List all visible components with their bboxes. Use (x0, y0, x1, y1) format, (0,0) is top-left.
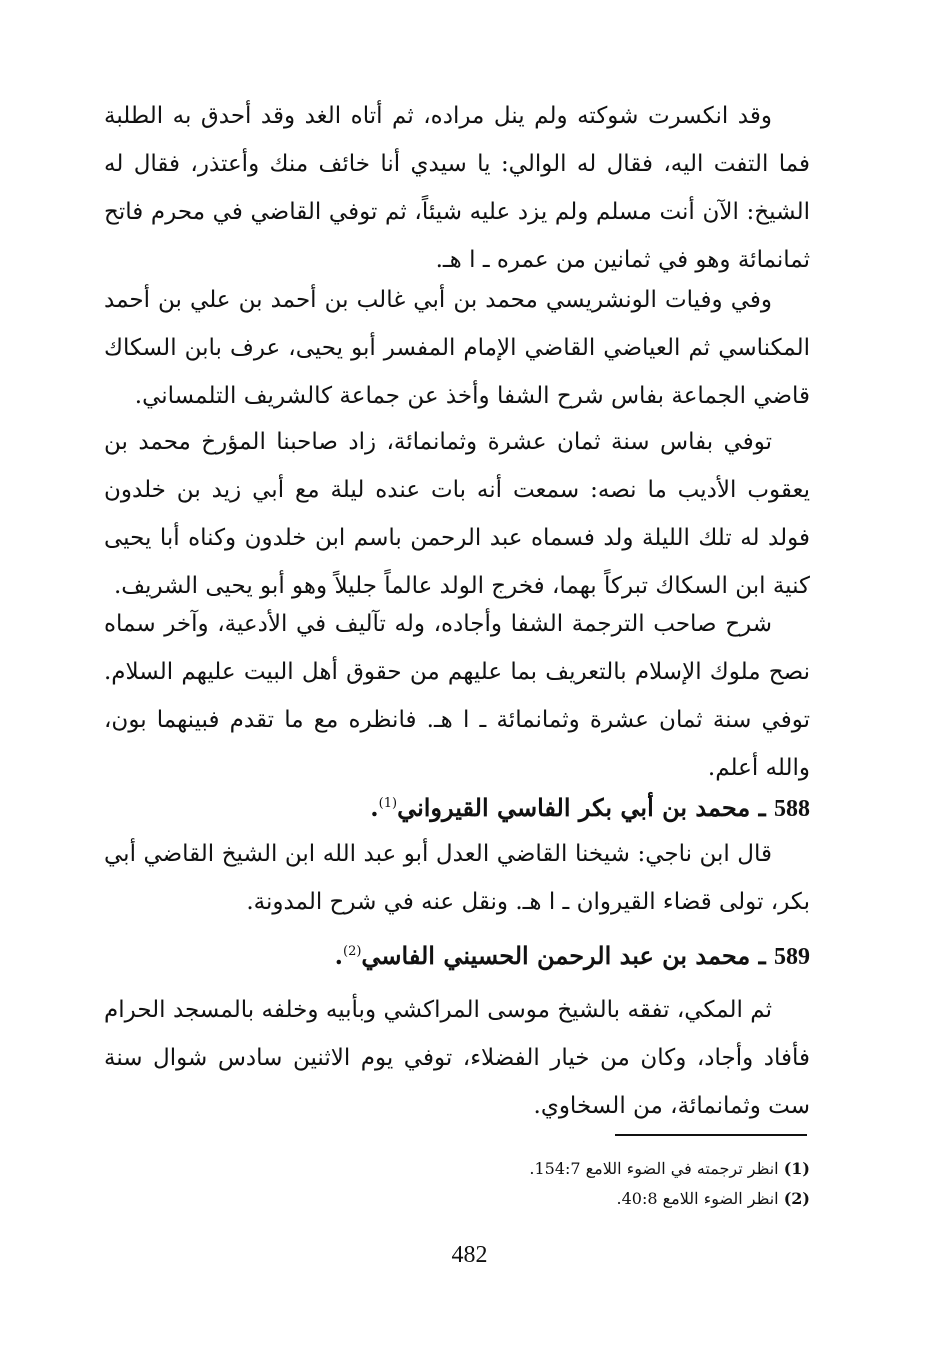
paragraph-text: شرح صاحب الترجمة الشفا وأجاده، وله تآليف في الأدعية، وآخر سماه نصح ملوك الإسلام بالتعريف بما عليهم من حقوق أهل البيت عليهم السلام. توفي سنة ثمان عشرة وثمانمائة ـ ا هـ. فانظره مع ما تقدم فبينهما بون، والله أعلم. (104, 611, 810, 781)
paragraph-text: وفي وفيات الونشريسي محمد بن أبي غالب بن أحمد بن علي بن أحمد المكناسي ثم العياضي القاضي الإمام المفسر أبو يحيى، عرف بابن السكاك قاضي الجماعة بفاس شرح الشفا وأخذ عن جماعة كالشريف التلمساني. (104, 287, 810, 409)
footnote-2 (104, 1184, 810, 1214)
paragraph-text: توفي بفاس سنة ثمان عشرة وثمانمائة، زاد صاحبنا المؤرخ محمد بن يعقوب الأديب ما نصه: سمعت أنه بات عنده ليلة مع أبي زيد بن خلدون فولد له تلك الليلة ولد فسماه عبد الرحمن باسم ابن خلدون وكناه أبا يحيى كنية ابن السكاك تبركاً بهما، فخرج الولد عالماً جليلاً وهو أبو يحيى الشريف. (104, 429, 810, 599)
page-number: 482 (451, 1242, 488, 1268)
footnote-number: (2) (783, 1189, 810, 1208)
paragraph-2 (104, 276, 810, 420)
paragraph-text: وقد انكسرت شوكته ولم ينل مراده، ثم أتاه الغد وقد أحدق به الطلبة فما التفت اليه، فقال له الوالي: يا سيدي أنا خائف منك وأعتذر، فقال له الشيخ: الآن أنت مسلم ولم يزد عليه شيئاً، ثم توفي القاضي في محرم فاتح ثمانمائة وهو في ثمانين من عمره ـ ا هـ. (104, 103, 810, 273)
entry-title: محمد بن أبي بكر الفاسي القيرواني (397, 793, 751, 822)
footnote-ref: (2) (342, 944, 362, 959)
paragraph-4 (104, 600, 810, 792)
footnote-number: (1) (783, 1159, 810, 1178)
entry-number: 588 (774, 796, 810, 822)
paragraph-5 (104, 830, 810, 926)
entry-heading-589 (104, 928, 810, 981)
entry-title: محمد بن عبد الرحمن الحسيني الفاسي (361, 941, 751, 970)
entry-number: 589 (774, 944, 810, 970)
footnote-text: انظر الضوء اللامع 40:8. (616, 1189, 779, 1208)
footnote-1 (104, 1154, 810, 1184)
paragraph-text: ثم المكي، تفقه بالشيخ موسى المراكشي وبأبيه وخلفه بالمسجد الحرام فأفاد وأجاد، وكان من خيار الفضلاء، توفي يوم الاثنين سادس شوال سنة ست وثمانمائة، من السخاوي. (104, 997, 810, 1119)
entry-end: . (334, 941, 343, 970)
footnote-text: انظر ترجمته في الضوء اللامع 154:7. (529, 1159, 779, 1178)
paragraph-1 (104, 92, 810, 284)
footnotes (104, 1154, 810, 1214)
paragraph-6 (104, 986, 810, 1130)
footnote-divider (615, 1134, 807, 1136)
entry-dash: ـ (758, 941, 766, 970)
paragraph-3 (104, 418, 810, 610)
entry-dash: ـ (758, 793, 766, 822)
paragraph-text: قال ابن ناجي: شيخنا القاضي العدل أبو عبد الله ابن الشيخ القاضي أبي بكر، تولى قضاء القيروان ـ ا هـ. ونقل عنه في شرح المدونة. (104, 841, 810, 915)
entry-end: . (370, 793, 379, 822)
entry-heading-588 (104, 780, 810, 833)
footnote-ref: (1) (378, 796, 398, 811)
